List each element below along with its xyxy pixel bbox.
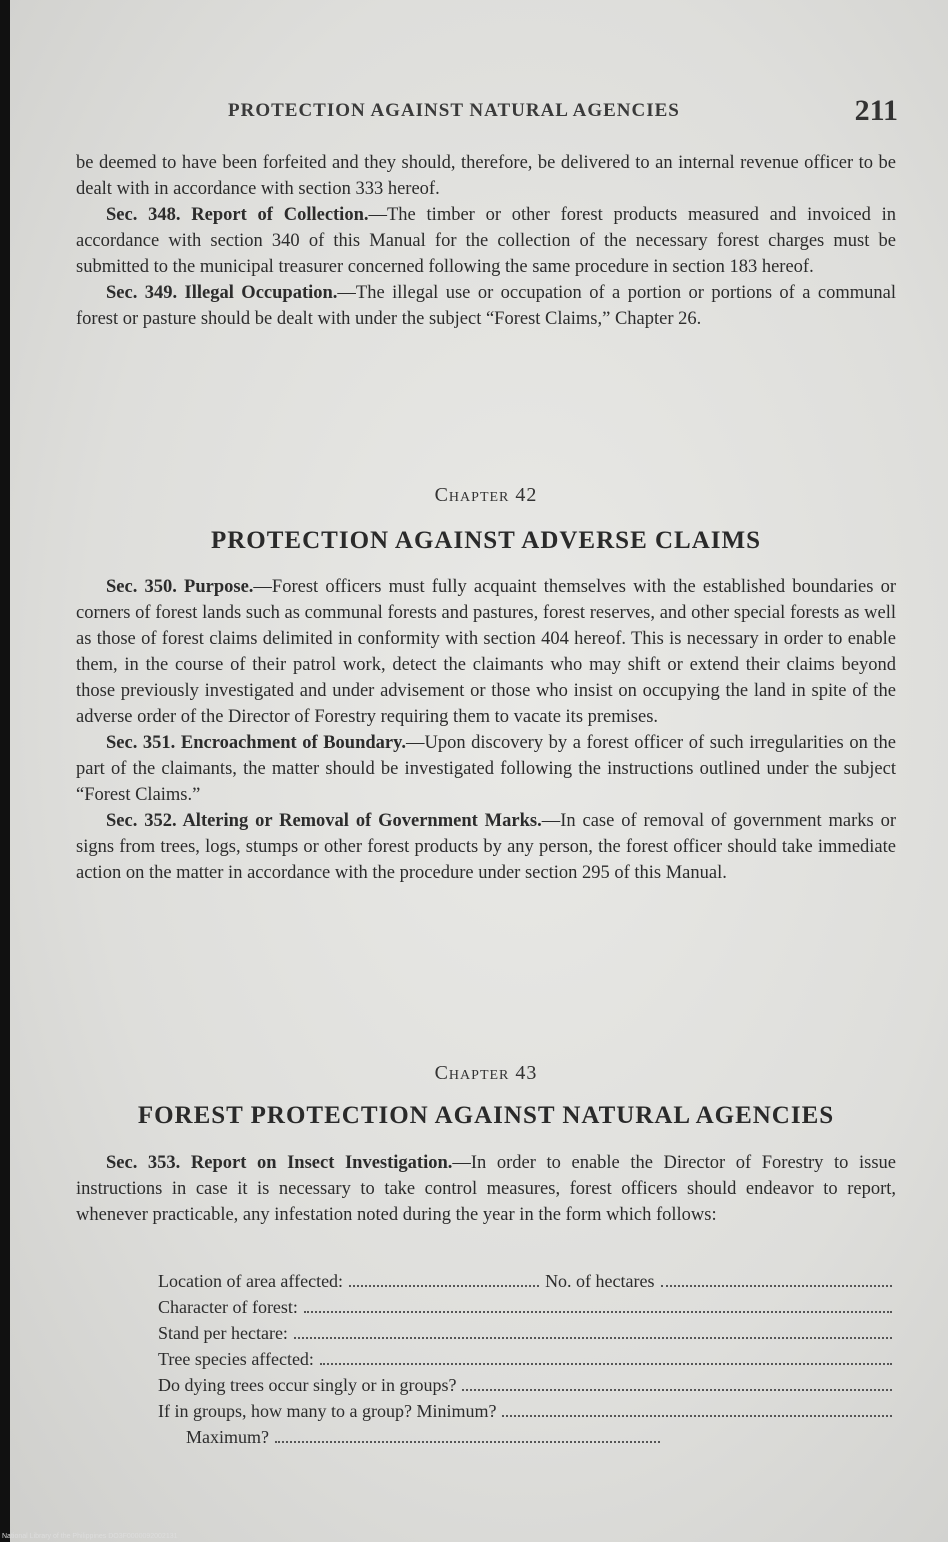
form-row-groups [158,1398,898,1424]
chapter-42-title: PROTECTION AGAINST ADVERSE CLAIMS [210,527,762,554]
form-blank-maximum [275,1441,660,1443]
chapter-42-body [76,574,896,886]
form-row-character [158,1294,898,1320]
form-row-stand [158,1320,898,1346]
section-352-heading: Sec. 352. Altering or Removal of Government Marks. [106,811,542,831]
chapter-43-title: FOREST PROTECTION AGAINST NATURAL AGENCIES [137,1102,835,1129]
form-blank-stand [294,1337,892,1339]
form-blank-species [320,1363,892,1365]
form-blank-groups [502,1415,892,1417]
section-353-body: —In order to enable the Director of Forestry to issue instructions in case it is necessary to take control measures, forest officers should endeavor to report, whenever practicable, any infestation noted during the year in the form which follows: [76,1153,896,1225]
section-353-heading: Sec. 353. Report on Insect Investigation. [106,1153,453,1173]
section-350-heading: Sec. 350. Purpose. [106,577,254,597]
form-row-location [158,1268,898,1294]
section-349-heading: Sec. 349. Illegal Occupation. [106,283,338,303]
form-blank-hectares [661,1285,892,1287]
infestation-report-form [158,1268,898,1450]
running-header-title: PROTECTION AGAINST NATURAL AGENCIES [228,100,680,121]
section-351 [76,730,896,808]
form-blank-character [304,1311,892,1313]
intro-paragraph: be deemed to have been forfeited and they should, therefore, be delivered to an internal revenue officer to be dealt with in accordance with section 333 hereof. [76,153,896,199]
chapter-42-label: Chapter 42 [434,484,538,506]
section-351-heading: Sec. 351. Encroachment of Boundary. [106,733,406,753]
document-page [10,0,948,1542]
section-352 [76,808,896,886]
section-350-body: —Forest officers must fully acquaint themselves with the established boundaries or corners of forest lands such as communal forests and pastures, forest reserves, and other special forests as well as those of forest claims delimited in conformity with section 404 hereof. This is necessary in order to enable them, in the course of their patrol work, detect the claimants who may shift or extend their claims beyond those previously investigated and under advisement or those who insist on occupying the land in spite of the adverse order of the Director of Forestry requiring them to vacate its premises. [76,577,896,727]
chapter-43-body [76,1150,896,1228]
form-label-location: Location of area affected: [158,1271,344,1291]
form-label-groups: If in groups, how many to a group? Minimum? [158,1401,497,1421]
form-row-dying [158,1372,898,1398]
scan-left-edge [0,0,10,1542]
section-352-body: —In case of removal of government marks or signs from trees, logs, stumps or other forest products by any person, the forest officer should take immediate action on the matter in accordance with the procedure under section 295 of this Manual. [76,811,896,883]
section-348-heading: Sec. 348. Report of Collection. [106,205,369,225]
chapter-43-label: Chapter 43 [434,1062,538,1084]
section-353 [76,1150,896,1228]
section-348-body: —The timber or other forest products measured and invoiced in accordance with section 340 of this Manual for the collection of the necessary forest charges must be submitted to the municipal treasurer concerned following the same procedure in section 183 hereof. [76,205,896,277]
form-label-hectares: No. of hectares [545,1271,655,1291]
form-blank-dying [462,1389,892,1391]
intro-paragraph-block [76,150,896,332]
form-label-character: Character of forest: [158,1297,298,1317]
form-label-stand: Stand per hectare: [158,1323,288,1343]
running-header [228,96,898,126]
page-number: 211 [854,94,898,127]
form-label-dying: Do dying trees occur singly or in groups? [158,1375,457,1395]
form-label-species: Tree species affected: [158,1349,314,1369]
section-350 [76,574,896,730]
section-349 [76,280,896,332]
section-351-body: —Upon discovery by a forest officer of such irregularities on the part of the claimants, the matter should be investigated following the instructions outlined under the subject “Forest Claims.” [76,733,896,805]
form-label-maximum: Maximum? [186,1427,269,1447]
scan-footer-credit: National Library of the Philippines DO3F0000092002131 [2,1533,178,1540]
form-row-species [158,1346,898,1372]
form-row-maximum [158,1424,666,1450]
section-348 [76,202,896,280]
section-349-body: —The illegal use or occupation of a portion or portions of a communal forest or pasture should be dealt with under the subject “Forest Claims,” Chapter 26. [76,283,896,329]
form-blank-location [349,1285,539,1287]
